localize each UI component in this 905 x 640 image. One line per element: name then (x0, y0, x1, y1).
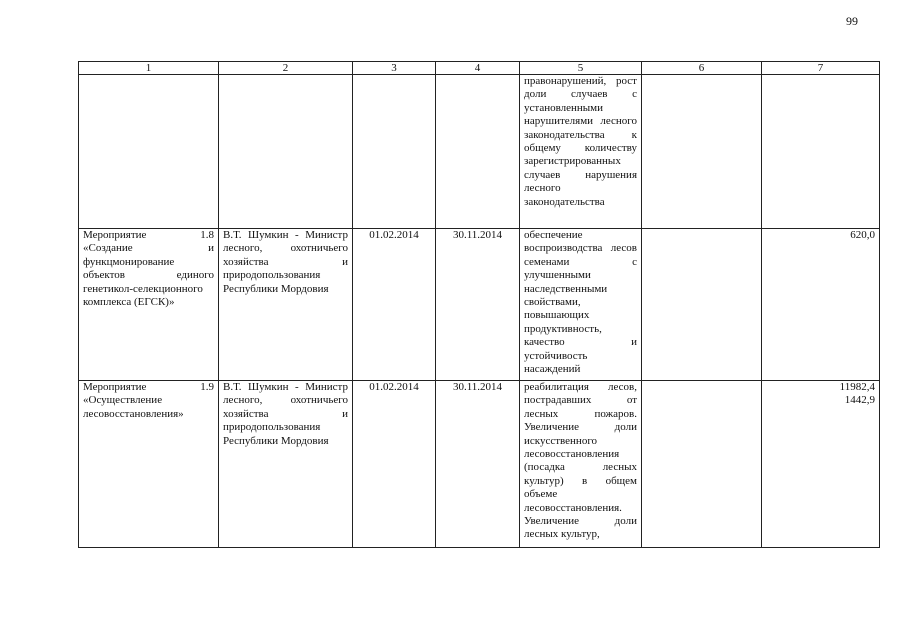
end-date-cell: 30.11.2014 (436, 229, 520, 381)
column-header-7: 7 (762, 62, 880, 75)
start-date-cell: 01.02.2014 (353, 229, 436, 381)
end-date-cell: 30.11.2014 (436, 381, 520, 548)
end-date-cell (436, 75, 520, 229)
header-row (79, 62, 880, 75)
responsible-cell: В.Т. Шумкин - Министр лесного, охотничьего хозяйства и природопользования Республики Мордовия (219, 381, 353, 548)
responsible-cell (219, 75, 353, 229)
column-6-cell (642, 381, 762, 548)
event-cell: Мероприятие 1.9 «Осуществление лесовосстановления» (79, 381, 219, 548)
result-cell: обеспечение воспроизводства лесов семенами с улучшенными наследственными свойствами, повышающих продуктивность, качество и устойчивость насаждений (520, 229, 642, 381)
result-cell: реабилитация лесов, пострадавших от лесных пожаров. Увеличение доли искусственного лесовосстановления (посадка лесных культур) в общем объеме лесовосстановления. Увеличение доли лесных культур, (520, 381, 642, 548)
amount-value: 11982,4 (839, 381, 875, 393)
column-6-cell (642, 229, 762, 381)
amount-cell (762, 229, 880, 381)
amount-cell (762, 381, 880, 548)
table-row (79, 75, 880, 229)
responsible-cell: В.Т. Шумкин - Министр лесного, охотничьего хозяйства и природопользования Республики Мордовия (219, 229, 353, 381)
column-header-5: 5 (520, 62, 642, 75)
table-row (79, 381, 880, 548)
events-table (78, 61, 880, 548)
column-header-4: 4 (436, 62, 520, 75)
amount-cell (762, 75, 880, 229)
amount-value: 1442,9 (844, 394, 875, 407)
result-cell: правонарушений, рост доли случаев с установленными нарушителями лесного законодательства к общему количеству зарегистрированных случаев нарушения лесного законодательства (520, 75, 642, 229)
column-header-3: 3 (353, 62, 436, 75)
column-6-cell (642, 75, 762, 229)
start-date-cell (353, 75, 436, 229)
event-cell: Мероприятие 1.8 «Создание и функцмонирование объектов единого генетикол-селекционного комплекса (ЕГСК)» (79, 229, 219, 381)
page-number: 99 (846, 14, 858, 28)
amount-value: 620,0 (850, 229, 875, 241)
column-header-2: 2 (219, 62, 353, 75)
column-header-1: 1 (79, 62, 219, 75)
table-row (79, 229, 880, 381)
event-cell (79, 75, 219, 229)
start-date-cell: 01.02.2014 (353, 381, 436, 548)
column-header-6: 6 (642, 62, 762, 75)
